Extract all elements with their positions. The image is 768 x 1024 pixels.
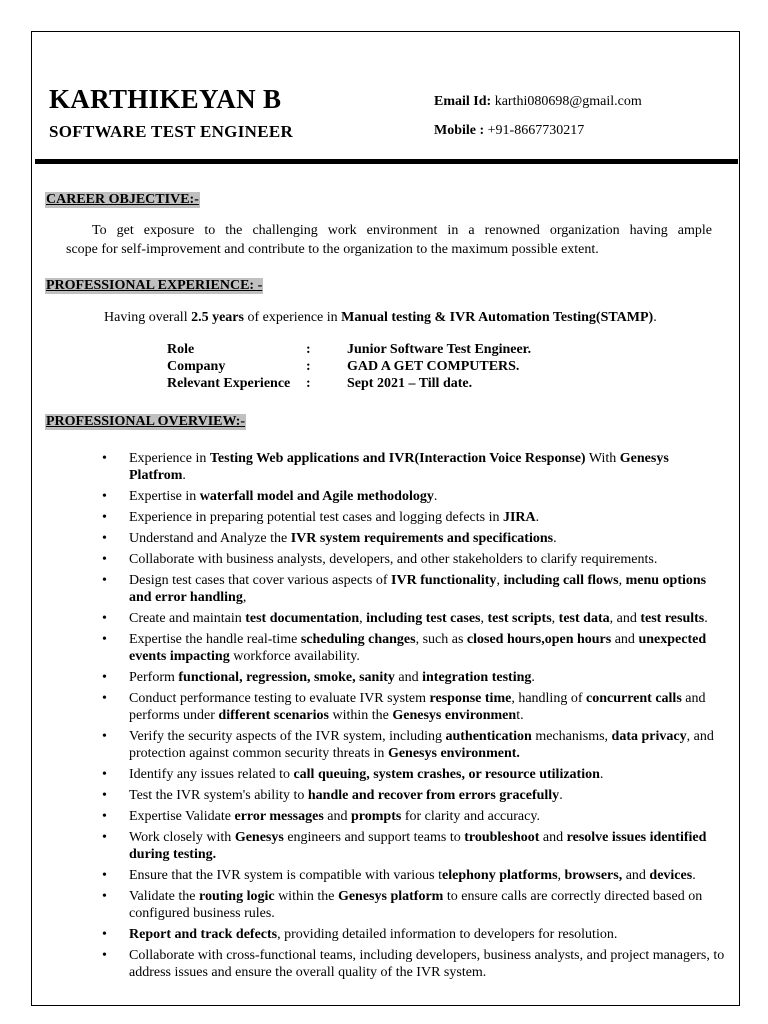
overview-item-text: and (394, 670, 423, 685)
detail-separator: : (306, 359, 311, 374)
overview-item-text: With (585, 451, 620, 466)
email-line (434, 94, 642, 110)
overview-item (32, 829, 741, 863)
overview-item-text: for clarity and accuracy. (401, 809, 540, 824)
overview-item-bold-text: response time (429, 691, 512, 706)
overview-item-bold-text: troubleshoot (464, 830, 540, 845)
overview-item-text: mechanisms, (531, 729, 612, 744)
overview-item-bold-text: authentication (445, 729, 532, 744)
bullet-icon: • (102, 510, 107, 525)
overview-item-bold-text: scheduling changes (300, 632, 416, 647)
overview-item (32, 766, 741, 783)
overview-item-bold-text: resolve issues identified during testing. (129, 830, 707, 862)
overview-item-text: . (704, 611, 708, 626)
overview-item (32, 509, 741, 526)
bullet-icon: • (102, 573, 107, 588)
detail-label: Role (167, 342, 195, 357)
overview-item-text: , (618, 573, 626, 588)
overview-item-text: to ensure calls are correctly directed based on configured business rules. (129, 889, 703, 921)
overview-item-text: Understand and Analyze the (129, 531, 291, 546)
detail-separator: : (306, 376, 311, 391)
overview-list (32, 450, 741, 985)
overview-item-text: workforce availability. (229, 649, 360, 664)
resume-page (31, 31, 740, 1006)
candidate-name: KARTHIKEYAN B (49, 84, 282, 114)
overview-item-text: Perform (129, 670, 179, 685)
bullet-icon: • (102, 729, 107, 744)
overview-item-text: , (557, 868, 565, 883)
overview-item-bold-text: IVR system requirements and specifications (290, 531, 554, 546)
overview-item-text: , such as (415, 632, 467, 647)
mobile-value: +91-8667730217 (487, 123, 585, 138)
overview-item-text: , and (609, 611, 641, 626)
overview-item-text: and (622, 868, 650, 883)
overview-item-bold-text: handle and recover from errors gracefully (307, 788, 560, 803)
overview-item-bold-text: test documentation (245, 611, 360, 626)
overview-item (32, 690, 741, 724)
overview-item (32, 867, 741, 884)
overview-item (32, 631, 741, 665)
overview-item (32, 488, 741, 505)
detail-value: GAD A GET COMPUTERS. (347, 359, 520, 374)
overview-item-bold-text: test data (558, 611, 610, 626)
bullet-icon: • (102, 670, 107, 685)
overview-item-bold-text: error messages (234, 809, 324, 824)
overview-item-bold-text: test scripts (487, 611, 552, 626)
overview-item-bold-text: Genesys Platfrom (129, 451, 669, 483)
overview-item-text: Expertise the handle real-time (129, 632, 301, 647)
overview-item-bold-text: call queuing, system crashes, or resource utilization (293, 767, 600, 782)
overview-item-bold-text: different scenarios (218, 708, 329, 723)
overview-item-bold-text: closed hours,open hours (466, 632, 612, 647)
objective-line-2: scope for self-improvement and contribute to the organization to the maximum possible extent. (66, 242, 599, 257)
detail-value: Sept 2021 – Till date. (347, 376, 473, 391)
experience-heading: PROFESSIONAL EXPERIENCE: - (46, 278, 263, 293)
career-objective-heading: CAREER OBJECTIVE:- (46, 192, 199, 207)
overview-item (32, 450, 741, 484)
overview-item-text: within the (328, 708, 393, 723)
overview-item-text: Work closely with (129, 830, 235, 845)
bullet-icon: • (102, 830, 107, 845)
bullet-icon: • (102, 868, 107, 883)
overview-item-text: and (539, 830, 567, 845)
overview-item-bold-text: routing logic (198, 889, 275, 904)
summary-text: Having overall (104, 310, 192, 325)
overview-item-text: . (433, 489, 438, 504)
overview-item-text: Collaborate with cross-functional teams, including developers, business analysts, and project managers, to address issues and ensure the overall quality of the IVR system. (129, 948, 725, 980)
summary-domain: Manual testing & IVR Automation Testing(STAMP) (341, 310, 654, 325)
overview-item-bold-text: test results (640, 611, 705, 626)
overview-item (32, 572, 741, 606)
overview-item-text: , (359, 611, 367, 626)
overview-item-text: Validate the (129, 889, 199, 904)
mobile-label: Mobile : (434, 123, 485, 138)
overview-item-bold-text: Genesys environment. (387, 746, 520, 761)
overview-item-text: , (551, 611, 559, 626)
overview-item-bold-text: Genesys (234, 830, 284, 845)
overview-item-text: Verify the security aspects of the IVR system, including (129, 729, 446, 744)
bullet-icon: • (102, 767, 107, 782)
bullet-icon: • (102, 788, 107, 803)
overview-item-text: Test the IVR system's ability to (129, 788, 308, 803)
overview-item-text: Collaborate with business analysts, developers, and other stakeholders to clarify requirements. (129, 552, 658, 567)
bullet-icon: • (102, 632, 107, 647)
summary-years: 2.5 years (191, 310, 244, 325)
overview-item-text: , handling of (511, 691, 586, 706)
overview-item-bold-text: functional, regression, smoke, sanity (178, 670, 395, 685)
overview-item-text: . (692, 868, 696, 883)
email-label: Email Id: (434, 94, 492, 109)
mobile-line (434, 123, 584, 139)
job-title: SOFTWARE TEST ENGINEER (49, 122, 294, 141)
bullet-icon: • (102, 691, 107, 706)
experience-summary (104, 308, 657, 327)
overview-item-bold-text: elephony platforms (442, 868, 558, 883)
overview-item-bold-text: Testing Web applications and IVR(Interaction Voice Response) (209, 451, 586, 466)
overview-item-text: . (559, 788, 563, 803)
overview-item-bold-text: concurrent calls (585, 691, 682, 706)
objective-line-1: To get exposure to the challenging work environment in a renowned organization having ample (92, 223, 712, 238)
summary-text: of experience in (243, 310, 342, 325)
overview-item (32, 947, 741, 981)
detail-separator: : (306, 342, 311, 357)
overview-item-text: . (182, 468, 186, 483)
bullet-icon: • (102, 948, 107, 963)
overview-item-bold-text: Genesys platform (337, 889, 444, 904)
overview-item-text: Experience in (129, 451, 210, 466)
overview-item-bold-text: prompts (351, 809, 402, 824)
overview-item (32, 808, 741, 825)
overview-item-bold-text: data privacy (611, 729, 687, 744)
overview-item-text: , (480, 611, 488, 626)
overview-item-bold-text: Genesys environmen (392, 708, 517, 723)
overview-item (32, 610, 741, 627)
overview-item-bold-text: IVR functionality (391, 573, 497, 588)
bullet-icon: • (102, 531, 107, 546)
header-divider (35, 159, 738, 164)
overview-item-bold-text: Report and track defects (129, 927, 278, 942)
overview-item-bold-text: browsers, (564, 868, 623, 883)
overview-item-text: Identify any issues related to (129, 767, 294, 782)
overview-item-text: and (323, 809, 352, 824)
bullet-icon: • (102, 927, 107, 942)
overview-item-bold-text: waterfall model and Agile methodology (199, 489, 434, 504)
overview-item (32, 926, 741, 943)
overview-item (32, 530, 741, 547)
overview-item-text: . (531, 670, 535, 685)
overview-item-bold-text: integration testing (422, 670, 532, 685)
bullet-icon: • (102, 889, 107, 904)
overview-item-text: Expertise in (129, 489, 200, 504)
overview-item-text: , and protection against common security threats in (129, 729, 714, 761)
email-value: karthi080698@gmail.com (494, 94, 642, 109)
overview-item-text: , (496, 573, 504, 588)
overview-item-text: Experience in preparing potential test cases and logging defects in (129, 510, 503, 525)
overview-item-text: Ensure that the IVR system is compatible with various t (129, 868, 443, 883)
overview-item-text: Design test cases that cover various aspects of (129, 573, 392, 588)
overview-item-bold-text: including test cases (366, 611, 481, 626)
overview-item-text: and (611, 632, 639, 647)
overview-item-text: . (535, 510, 540, 525)
overview-item-bold-text: devices (649, 868, 693, 883)
overview-item-bold-text: menu options and error handling (129, 573, 707, 605)
bullet-icon: • (102, 451, 107, 466)
overview-item-text: within the (274, 889, 338, 904)
overview-item (32, 669, 741, 686)
overview-item-text: t. (516, 708, 524, 723)
overview-item-bold-text: including call flows (503, 573, 619, 588)
overview-item-bold-text: unexpected events impacting (129, 632, 707, 664)
overview-item (32, 551, 741, 568)
bullet-icon: • (102, 489, 107, 504)
overview-item-bold-text: JIRA (502, 510, 536, 525)
overview-item (32, 728, 741, 762)
overview-item-text: engineers and support teams to (283, 830, 465, 845)
bullet-icon: • (102, 552, 107, 567)
overview-item-text: Conduct performance testing to evaluate IVR system (129, 691, 430, 706)
bullet-icon: • (102, 809, 107, 824)
overview-heading: PROFESSIONAL OVERVIEW:- (46, 414, 246, 429)
bullet-icon: • (102, 611, 107, 626)
overview-item-text: , (242, 590, 247, 605)
overview-item-text: , providing detailed information to developers for resolution. (277, 927, 618, 942)
detail-value: Junior Software Test Engineer. (347, 342, 532, 357)
detail-label: Relevant Experience (167, 376, 291, 391)
detail-label: Company (167, 359, 226, 374)
overview-item-text: Expertise Validate (129, 809, 235, 824)
overview-item-text: and performs under (129, 691, 706, 723)
overview-item (32, 787, 741, 804)
overview-item-text: Create and maintain (129, 611, 246, 626)
summary-text: . (653, 310, 657, 325)
overview-item-text: . (553, 531, 557, 546)
overview-item-text: . (599, 767, 604, 782)
overview-item (32, 888, 741, 922)
